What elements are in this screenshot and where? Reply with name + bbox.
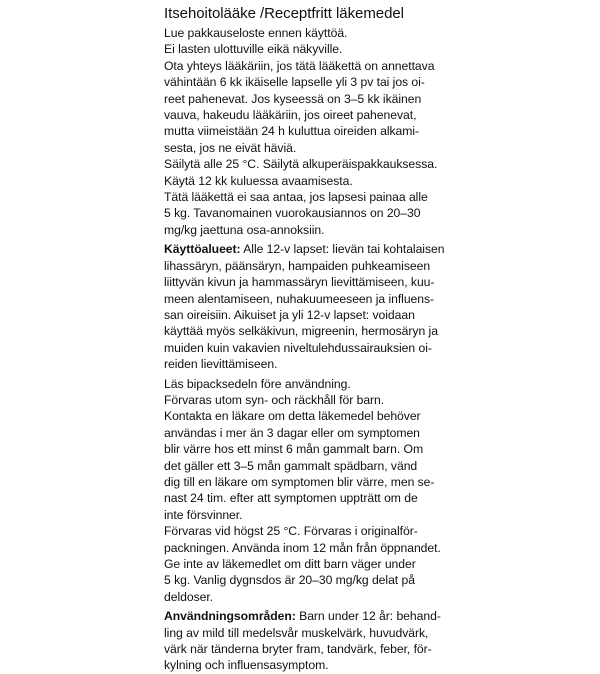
fi-contact-line: reet pahenevat. Jos kyseessä on 3–5 kk ikäinen: [164, 91, 422, 106]
fi-contact-line: sesta, jos ne eivät häviä.: [164, 140, 297, 155]
fi-read-leaflet: Lue pakkauseloste ennen käyttöä.: [164, 26, 348, 40]
fi-storage-line: Käytä 12 kk kuluessa avaamisesta.: [164, 173, 353, 188]
sv-storage-line: packningen. Använda inom 12 mån från öppnandet.: [164, 540, 441, 555]
sv-weight-line: Ge inte av läkemedlet om ditt barn väger under: [164, 557, 416, 571]
fi-contact-line: vauva, hakeudu lääkäriin, jos oireet pahenevat,: [164, 108, 417, 123]
sv-uses-line: kylning och influensasymptom.: [164, 658, 329, 673]
fi-uses-line: muiden kuin vakavien niveltulehdussairauksien oi-: [164, 340, 432, 355]
fi-uses-line: san oireisiin. Aikuiset ja yli 12-v lapset: voidaan: [164, 307, 415, 322]
fi-contact-line: Ota yhteys lääkäriin, jos tätä lääkettä on annettava: [164, 58, 435, 73]
sv-uses-line: värk när tänderna bryter fram, tandvärk, feber, för-: [164, 642, 432, 657]
fi-uses-first-line: [164, 241, 450, 257]
sv-weight-line: deldoser.: [164, 589, 214, 604]
sv-uses-first-line: [164, 608, 450, 624]
sv-uses-heading: Användningsområden:: [164, 609, 296, 624]
fi-weight-line: mg/kg jaettuna osa-annoksiin.: [164, 222, 325, 237]
fi-contact-line: mutta viimeistään 24 h kuluttua oireiden alkami-: [164, 124, 420, 139]
fi-contact-line: vähintään 6 kk ikäiselle lapselle yli 3 pv tai jos oi-: [164, 75, 425, 90]
medicine-label-text: [164, 4, 450, 674]
fi-uses-line: lihassäryn, päänsäryn, hampaiden puhkeamiseen: [164, 258, 431, 273]
sv-contact-line: nast 24 tim. efter att symptomen uppträtt om de: [164, 491, 418, 506]
fi-uses-line: meen alentamiseen, nuhakuumeeseen ja influens-: [164, 291, 435, 306]
sv-contact-line: det gäller ett 3–5 mån gammalt spädbarn, vänd: [164, 458, 418, 473]
sv-contact-line: Kontakta en läkare om detta läkemedel behöver: [164, 409, 421, 424]
sv-weight-line: 5 kg. Vanlig dygnsdos är 20–30 mg/kg delat på: [164, 573, 415, 588]
fi-uses-first-text: Alle 12-v lapset: lievän tai kohtalaisen: [240, 242, 445, 257]
label-title: Itsehoitolääke /Receptfritt läkemedel: [164, 5, 404, 22]
fi-uses-line: käyttää myös selkäkivun, migreenin, hermosäryn ja: [164, 324, 438, 339]
fi-weight-line: 5 kg. Tavanomainen vuorokausiannos on 20–30: [164, 206, 421, 221]
sv-uses-first-text: Barn under 12 år: behand-: [295, 609, 441, 624]
sv-contact-line: dig till en läkare om symptomen blir värre, men se-: [164, 474, 435, 489]
fi-weight-line: Tätä lääkettä ei saa antaa, jos lapsesi painaa alle: [164, 190, 428, 205]
sv-read-leaflet: Läs bipacksedeln före användning.: [164, 376, 351, 391]
fi-children-warning: Ei lasten ulottuville eikä näkyville.: [164, 42, 343, 57]
fi-uses-line: reiden lievittämiseen.: [164, 357, 278, 372]
sv-uses-line: ling av mild till medelsvår muskelvärk, huvudvärk,: [164, 625, 429, 640]
sv-contact-line: inte försvinner.: [164, 507, 243, 522]
fi-uses-line: liittyvän kivun ja hammassäryn lievittämiseen, kuu-: [164, 275, 435, 290]
sv-contact-line: blir värre hos ett minst 6 mån gammalt barn. Om: [164, 442, 424, 457]
sv-contact-line: användas i mer än 3 dagar eller om symptomen: [164, 425, 420, 440]
sv-children-warning: Förvaras utom syn- och räckhåll för barn.: [164, 392, 385, 407]
sv-storage-line: Förvaras vid högst 25 °C. Förvaras i originalför-: [164, 524, 418, 539]
fi-storage-line: Säilytä alle 25 °C. Säilytä alkuperäispakkauksessa.: [164, 157, 438, 172]
fi-uses-heading: Käyttöalueet:: [164, 242, 241, 257]
